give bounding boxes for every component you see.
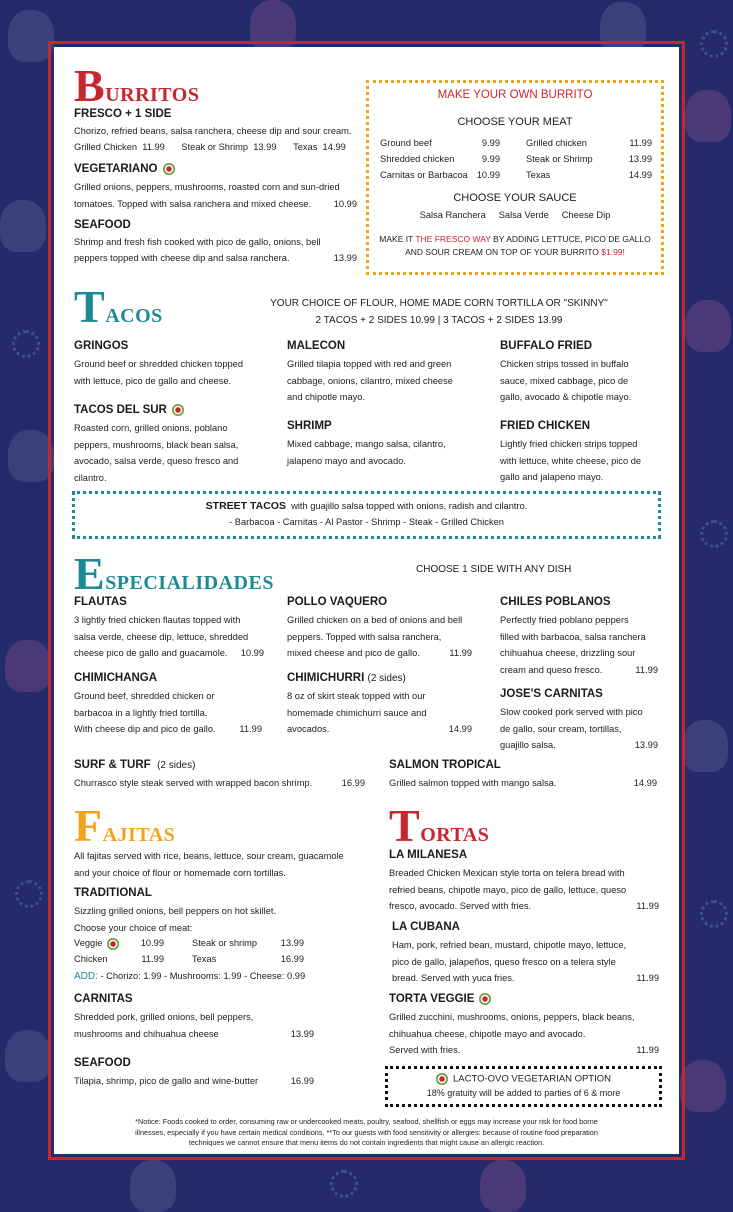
item-name: FRIED CHICKEN bbox=[500, 420, 591, 432]
meat-option: Texas 14.99 bbox=[526, 170, 652, 180]
fajitas-add-ons: ADD: - Chorizo: 1.99 - Mushrooms: 1.99 - Cheese: 0.99 bbox=[74, 971, 306, 982]
item-desc: Grilled onions, peppers, mushrooms, roasted corn and sun-dried bbox=[74, 182, 340, 192]
meat-option: Ground beef 9.99 bbox=[380, 138, 500, 148]
item-name: SEAFOOD bbox=[74, 219, 131, 231]
vegetarian-icon bbox=[479, 993, 491, 1005]
street-tacos-box bbox=[72, 491, 661, 539]
meat-option: Steak or Shrimp 13.99 bbox=[526, 154, 652, 164]
meat-option: Chicken 11.99 bbox=[74, 954, 164, 964]
item-desc: Churrasco style steak served with wrapped bacon shrimp. 16.99 bbox=[74, 778, 365, 788]
item-name: TRADITIONAL bbox=[74, 887, 152, 899]
item-desc: Slow cooked pork served with pico de gallo, sour cream, tortillas, guajillo salsa. 13.99 bbox=[500, 707, 658, 750]
item-name: SALMON TROPICAL bbox=[389, 759, 501, 771]
item-desc: Ground beef or shredded chicken topped with lettuce, pico de gallo and cheese. bbox=[74, 359, 244, 386]
gratuity-note: 18% gratuity will be added to parties of 6 & more bbox=[426, 1088, 621, 1098]
skull-icon bbox=[250, 0, 296, 52]
vegetarian-icon bbox=[172, 404, 184, 416]
item-desc: Tilapia, shrimp, pico de gallo and wine-butter 16.99 bbox=[74, 1076, 314, 1086]
item-desc: Chicken strips tossed in buffalo sauce, mixed cabbage, pico de gallo, avocado & chipotle mayo. bbox=[500, 359, 632, 402]
item-desc: Chorizo, refried beans, salsa ranchera, cheese dip and sour cream. bbox=[74, 126, 352, 136]
flower-icon bbox=[15, 880, 43, 908]
tortas-title: Tortas bbox=[389, 800, 490, 851]
item-desc: Sizzling grilled onions, bell peppers on hot skillet. Choose your choice of meat: bbox=[74, 906, 277, 933]
item-name: CARNITAS bbox=[74, 993, 133, 1005]
skull-icon bbox=[480, 1160, 526, 1212]
flower-icon bbox=[700, 30, 728, 58]
skull-icon bbox=[5, 640, 51, 692]
item-name: TACOS DEL SUR bbox=[74, 404, 184, 416]
skull-icon bbox=[682, 720, 728, 772]
flower-icon bbox=[700, 520, 728, 548]
item-desc: Ham, pork, refried bean, mustard, chipotle mayo, lettuce, pico de gallo, jalapeños, queso fresco on a telera style bread. Served with yuca fries. 11.99 bbox=[392, 940, 659, 983]
meat-option: Carnitas or Barbacoa 10.99 bbox=[380, 170, 500, 180]
vegetarian-legend: LACTO-OVO VEGETARIAN OPTION bbox=[388, 1073, 659, 1085]
item-desc: 3 lightly fried chicken flautas topped with salsa verde, cheese dip, lettuce, shredded cheese pico de gallo and guacamole. 10.99 bbox=[74, 615, 264, 658]
fajitas-intro: All fajitas served with rice, beans, lettuce, sour cream, guacamole and your choice of flour or homemade corn tortillas. bbox=[74, 851, 344, 878]
skull-icon bbox=[685, 300, 731, 352]
fresco-note: MAKE IT THE FRESCO WAY BY ADDING LETTUCE, PICO DE GALLO AND SOUR CREAM ON TOP OF YOUR BURRITO $1.99! bbox=[379, 234, 651, 257]
item-desc: Ground beef, shredded chicken or barbacoa in a lightly fried tortilla. With cheese dip and pico de gallo. 11.99 bbox=[74, 691, 262, 734]
fajitas-title: Fajitas bbox=[74, 800, 176, 851]
item-desc: Breaded Chicken Mexican style torta on telera bread with refried beans, chipotle mayo, pico de gallo, lettuce, queso fresco, avocado. Served with fries. 11.99 bbox=[389, 868, 659, 911]
item-desc: Grilled salmon topped with mango salsa. 14.99 bbox=[389, 778, 657, 788]
meat-option: Steak or shrimp 13.99 bbox=[192, 938, 304, 948]
item-desc: Perfectly fried poblano peppers filled with barbacoa, salsa ranchera chihuahua cheese, drizzling sour cream and queso fresco. 11.99 bbox=[500, 615, 658, 675]
item-desc: 8 oz of skirt steak topped with our homemade chimichurri sauce and avocados. 14.99 bbox=[287, 691, 472, 734]
item-name: BUFFALO FRIED bbox=[500, 340, 592, 352]
legend-box bbox=[385, 1066, 662, 1107]
meat-option: Grilled chicken 11.99 bbox=[526, 138, 652, 148]
item-name: CHIMICHANGA bbox=[74, 672, 158, 684]
flower-icon bbox=[330, 1170, 358, 1198]
vegetarian-icon bbox=[107, 938, 119, 950]
flower-icon bbox=[12, 330, 40, 358]
item-desc: Grilled chicken on a bed of onions and bell peppers. Topped with salsa ranchera, mixed cheese and pico de gallo. 11.99 bbox=[287, 615, 472, 658]
item-name: LA CUBANA bbox=[392, 921, 460, 933]
item-desc: Grilled zucchini, mushrooms, onions, peppers, black beans, chihuahua cheese, chipotle mayo and avocado. Served with fries. 11.99 bbox=[389, 1012, 659, 1055]
tacos-pricing: 2 TACOS + 2 SIDES 10.99 | 3 TACOS + 2 SIDES 13.99 bbox=[315, 315, 563, 326]
item-name: SHRIMP bbox=[287, 420, 332, 432]
side-note: CHOOSE 1 SIDE WITH ANY DISH bbox=[416, 564, 572, 575]
street-tacos-line: STREET TACOS with guajillo salsa topped with onions, radish and cilantro. bbox=[205, 500, 528, 512]
especialidades-title: Especialidades bbox=[74, 548, 274, 599]
skull-icon bbox=[130, 1160, 176, 1212]
item-name: JOSE'S CARNITAS bbox=[500, 688, 603, 700]
item-name: SEAFOOD bbox=[74, 1057, 131, 1069]
item-name: FRESCO + 1 SIDE bbox=[74, 108, 172, 120]
tacos-intro: YOUR CHOICE OF FLOUR, HOME MADE CORN TORTILLA OR "SKINNY" bbox=[270, 298, 608, 309]
item-name: TORTA VEGGIE bbox=[389, 993, 491, 1005]
tacos-title: Tacos bbox=[74, 281, 163, 332]
sauce-heading: CHOOSE YOUR SAUCE bbox=[453, 192, 577, 204]
box-title: MAKE YOUR OWN BURRITO bbox=[437, 89, 593, 101]
item-desc: Mixed cabbage, mango salsa, cilantro, jalapeno mayo and avocado. bbox=[287, 439, 446, 466]
skull-icon bbox=[5, 1030, 51, 1082]
vegetarian-icon bbox=[436, 1073, 448, 1085]
skull-icon bbox=[685, 90, 731, 142]
item-name: FLAUTAS bbox=[74, 596, 127, 608]
item-name: MALECON bbox=[287, 340, 346, 352]
item-name: LA MILANESA bbox=[389, 849, 468, 861]
burritos-title: Burritos bbox=[74, 60, 200, 111]
skull-icon bbox=[8, 10, 54, 62]
item-name: VEGETARIANO bbox=[74, 163, 175, 175]
item-desc: Grilled tilapia topped with red and green cabbage, onions, cilantro, mixed cheese and chipotle mayo. bbox=[287, 359, 453, 402]
item-name: CHILES POBLANOS bbox=[500, 596, 611, 608]
item-desc: Lightly fried chicken strips topped with lettuce, white cheese, pico de gallo and jalapeno mayo. bbox=[500, 439, 642, 482]
street-tacos-options: - Barbacoa - Carnitas - Al Pastor - Shrimp - Steak - Grilled Chicken bbox=[229, 517, 504, 527]
meat-option: Shredded chicken 9.99 bbox=[380, 154, 500, 164]
skull-icon bbox=[680, 1060, 726, 1112]
item-desc: peppers topped with cheese dip and salsa ranchera. 13.99 bbox=[74, 253, 357, 263]
item-name: CHIMICHURRI (2 sides) bbox=[287, 672, 406, 684]
item-name: POLLO VAQUERO bbox=[287, 596, 388, 608]
item-options: Grilled Chicken 11.99 Steak or Shrimp 13.99 Texas 14.99 bbox=[74, 142, 346, 152]
food-notice: *Notice: Foods cooked to order, consuming raw or undercooked meats, poultry, seafood, shellfish or eggs may increase your risk for food borne illnesses, especially if you have certain medical conditions. **To our guests with food sensitivity or allergies: because of routine food preparation techniques we cannot ensure that menu items do not contain ingredients that might cause an allergic reaction. bbox=[135, 1117, 598, 1147]
flower-icon bbox=[700, 900, 728, 928]
item-desc: Shredded pork, grilled onions, bell peppers, mushrooms and chihuahua cheese 13.99 bbox=[74, 1012, 314, 1039]
item-name: GRINGOS bbox=[74, 340, 129, 352]
menu-card bbox=[54, 47, 679, 1154]
skull-icon bbox=[0, 200, 46, 252]
item-name: SURF & TURF (2 sides) bbox=[74, 759, 196, 771]
make-your-own-burrito-box bbox=[366, 80, 664, 275]
skull-icon bbox=[8, 430, 54, 482]
meat-option: Texas 16.99 bbox=[192, 954, 304, 964]
item-desc: Roasted corn, grilled onions, poblano peppers, mushrooms, black bean salsa, avocado, salsa verde, queso fresco and cilantro. bbox=[74, 423, 239, 483]
item-desc: tomatoes. Topped with salsa ranchera and mixed cheese. 10.99 bbox=[74, 199, 357, 209]
item-desc: Shrimp and fresh fish cooked with pico de gallo, onions, bell bbox=[74, 237, 321, 247]
sauce-options: Salsa Ranchera Salsa Verde Cheese Dip bbox=[419, 210, 611, 220]
vegetarian-icon bbox=[163, 163, 175, 175]
meat-heading: CHOOSE YOUR MEAT bbox=[457, 116, 573, 128]
meat-option: Veggie 10.99 bbox=[74, 938, 164, 948]
